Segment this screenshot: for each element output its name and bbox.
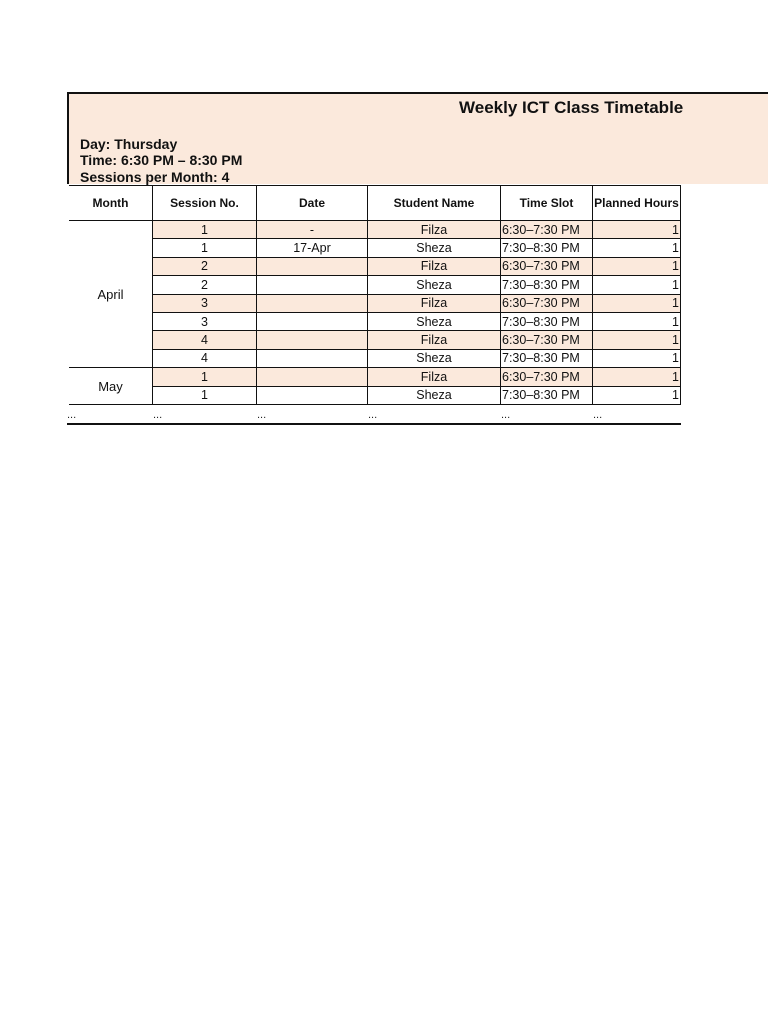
sheet-title: Weekly ICT Class Timetable (459, 98, 684, 117)
info-time: Time: 6:30 PM – 8:30 PM (80, 152, 243, 168)
col-header-student: Student Name (368, 185, 501, 221)
planned-hours-cell: 1 (593, 258, 681, 276)
ellipsis-student: ... (368, 409, 378, 421)
session-cell: 1 (153, 239, 257, 257)
date-cell (257, 313, 368, 331)
time-slot-cell: 6:30–7:30 PM (501, 331, 593, 349)
student-cell: Filza (368, 221, 501, 239)
time-slot-cell: 6:30–7:30 PM (501, 368, 593, 386)
col-header-planned-hours: Planned Hours (593, 185, 681, 221)
month-cell-may: May (69, 368, 153, 405)
student-cell: Filza (368, 258, 501, 276)
planned-hours-cell: 1 (593, 276, 681, 294)
planned-hours-cell: 1 (593, 387, 681, 405)
time-slot-cell: 7:30–8:30 PM (501, 350, 593, 368)
col-header-time-slot: Time Slot (501, 185, 593, 221)
date-cell (257, 368, 368, 386)
ellipsis-date: ... (257, 409, 267, 421)
col-header-session: Session No. (153, 185, 257, 221)
time-slot-cell: 6:30–7:30 PM (501, 258, 593, 276)
session-cell: 3 (153, 313, 257, 331)
time-slot-cell: 7:30–8:30 PM (501, 387, 593, 405)
time-slot-cell: 7:30–8:30 PM (501, 313, 593, 331)
header-band (67, 92, 768, 184)
session-cell: 2 (153, 258, 257, 276)
ellipsis-month: ... (67, 409, 77, 421)
time-slot-cell: 6:30–7:30 PM (501, 221, 593, 239)
planned-hours-cell: 1 (593, 239, 681, 257)
session-cell: 4 (153, 350, 257, 368)
planned-hours-cell: 1 (593, 368, 681, 386)
date-cell (257, 276, 368, 294)
info-day: Day: Thursday (80, 136, 178, 152)
student-cell: Sheza (368, 239, 501, 257)
session-cell: 4 (153, 331, 257, 349)
table-bottom-border (67, 423, 681, 425)
student-cell: Filza (368, 331, 501, 349)
session-cell: 3 (153, 295, 257, 313)
col-header-date: Date (257, 185, 368, 221)
date-cell: - (257, 221, 368, 239)
planned-hours-cell: 1 (593, 221, 681, 239)
time-slot-cell: 7:30–8:30 PM (501, 239, 593, 257)
date-cell (257, 350, 368, 368)
session-cell: 2 (153, 276, 257, 294)
session-cell: 1 (153, 387, 257, 405)
ellipsis-planned-hours: ... (593, 409, 603, 421)
student-cell: Sheza (368, 350, 501, 368)
col-header-month: Month (69, 185, 153, 221)
student-cell: Filza (368, 368, 501, 386)
date-cell (257, 387, 368, 405)
student-cell: Filza (368, 295, 501, 313)
ellipsis-session: ... (153, 409, 163, 421)
date-cell (257, 258, 368, 276)
session-cell: 1 (153, 221, 257, 239)
header-row (69, 185, 681, 221)
planned-hours-cell: 1 (593, 331, 681, 349)
student-cell: Sheza (368, 387, 501, 405)
student-cell: Sheza (368, 313, 501, 331)
planned-hours-cell: 1 (593, 295, 681, 313)
month-cell-april: April (69, 221, 153, 368)
student-cell: Sheza (368, 276, 501, 294)
session-cell: 1 (153, 368, 257, 386)
planned-hours-cell: 1 (593, 313, 681, 331)
time-slot-cell: 6:30–7:30 PM (501, 295, 593, 313)
info-sessions: Sessions per Month: 4 (80, 169, 230, 185)
planned-hours-cell: 1 (593, 350, 681, 368)
time-slot-cell: 7:30–8:30 PM (501, 276, 593, 294)
date-cell (257, 331, 368, 349)
ellipsis-time-slot: ... (501, 409, 511, 421)
date-cell (257, 295, 368, 313)
date-cell: 17-Apr (257, 239, 368, 257)
